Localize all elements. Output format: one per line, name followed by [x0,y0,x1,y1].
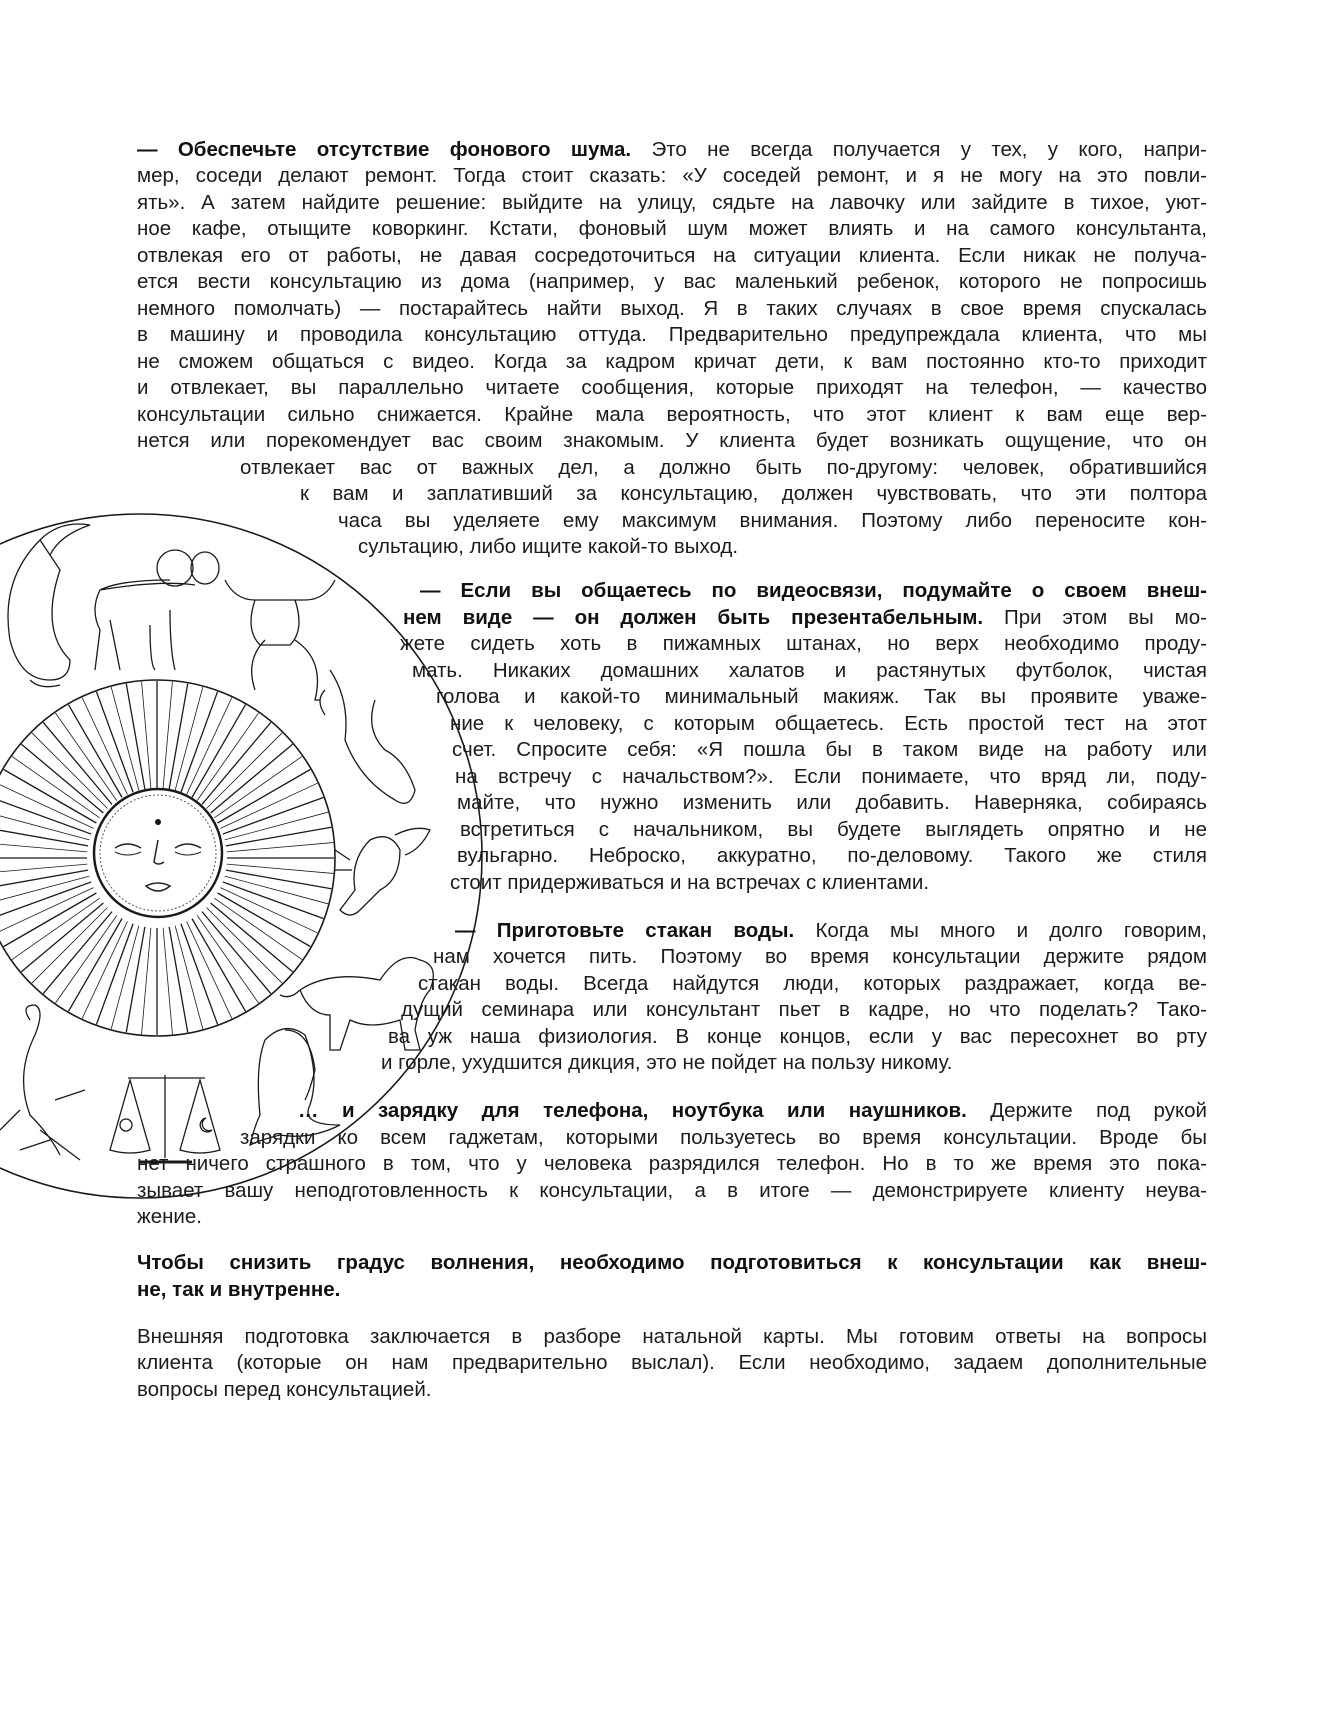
text-line: мать. Никаких домашних халатов и растянутых футболок, чистая [412,659,1207,682]
text-line: — Обеспечьте отсутствие фонового шума. Это не всегда получается у тех, у кого, напри- [137,138,1207,161]
text-line: жете сидеть хоть в пижамных штанах, но верх необходимо проду- [400,632,1207,655]
text-line: вульгарно. Неброско, аккуратно, по-деловому. Такого же стиля [457,844,1207,867]
text-line: Внешняя подготовка заключается в разборе натальной карты. Мы готовим ответы на вопросы [137,1325,1207,1348]
text-line: нем виде — он должен быть презентабельным. При этом вы мо- [403,606,1207,629]
text-line: зывает вашу неподготовленность к консультации, а в итоге — демонстрируете клиенту неува- [137,1179,1207,1202]
text-line: стакан воды. Всегда найдутся люди, которых раздражает, когда ве- [418,972,1207,995]
virgo-flying-icon [320,670,415,803]
text-line: не, так и внутренне. [137,1278,341,1301]
text-line: к вам и заплативший за консультацию, должен чувствовать, что эти полтора [300,482,1207,505]
text-line: консультации сильно снижается. Крайне мала вероятность, что этот клиент к вам еще вер- [137,403,1207,426]
text-line: ва уж наша физиология. В конце концов, если у вас пересохнет во рту [388,1025,1207,1048]
text-line: стоит придерживаться и на встречах с клиентами. [450,871,930,894]
text-line: зарядки ко всем гаджетам, которыми пользуетесь во время консультации. Вроде бы [240,1126,1207,1149]
moon-symbol-icon [200,1118,212,1132]
text-line: не сможем общаться с видео. Когда за кадром кричат дети, к вам постоянно кто-то приходит [137,350,1207,373]
text-line: немного помолчать) — постарайтесь найти выход. Я в таких случаях в свое время спускалась [137,297,1207,320]
text-line: мер, соседи делают ремонт. Тогда стоит сказать: «У соседей ремонт, и я не могу на это повли- [137,164,1207,187]
aries-icon [95,550,219,670]
text-line: ние к человеку, с которым общаетесь. Есть простой тест на этот [450,712,1207,735]
text-line: … и зарядку для телефона, ноутбука или наушников. Держите под рукой [298,1099,1207,1122]
cancer-icon [334,828,430,915]
text-line: часа вы уделяете ему максимум внимания. Поэтому либо переносите кон- [338,509,1207,532]
text-line: голова и какой-то минимальный макияж. Так вы проявите уваже- [436,685,1207,708]
pisces-icon [8,524,90,687]
text-line: ять». А затем найдите решение: выйдите на улицу, сядьте на лавочку или зайдите в тихое, уют- [137,191,1207,214]
text-line: встретиться с начальником, вы будете выглядеть опрятно и не [460,818,1207,841]
sun-face-icon [94,789,222,917]
text-line: нам хочется пить. Поэтому во время консультации держите рядом [433,945,1207,968]
text-line: жение. [137,1205,202,1228]
text-line: вопросы перед консультацией. [137,1378,432,1401]
text-line: Чтобы снизить градус волнения, необходимо подготовиться к консультации как внеш- [137,1251,1207,1274]
scorpio-icon [0,1005,85,1160]
text-line: нет ничего страшного в том, что у человека разрядился телефон. Но в то же время это пока- [137,1152,1207,1175]
text-line: — Если вы общаетесь по видеосвязи, подумайте о своем внеш- [420,579,1207,602]
text-line: дущий семинара или консультант пьет в кадре, но что поделать? Тако- [401,998,1207,1021]
sun-symbol-icon [120,1119,132,1131]
text-line: ное кафе, отыщите коворкинг. Кстати, фоновый шум может влиять и на самого консультанта, [137,217,1207,240]
text-line: нется или порекомендует вас своим знакомым. У клиента будет возникать ощущение, что он [137,429,1207,452]
text-line: — Приготовьте стакан воды. Когда мы много и долго говорим, [455,919,1207,942]
text-line: счет. Спросите себя: «Я пошла бы в таком виде на работу или [452,738,1207,761]
text-line: и горле, ухудшится дикция, это не пойдет на пользу никому. [381,1051,953,1074]
text-line: и отвлекает, вы параллельно читаете сообщения, которые приходят на телефон, — качество [137,376,1207,399]
taurus-icon [225,580,335,700]
text-line: на встречу с начальством?». Если понимаете, что вряд ли, поду- [455,765,1207,788]
text-line: отвлекает вас от важных дел, а должно быть по-другому: человек, обратившийся [240,456,1207,479]
libra-icon [110,1075,220,1162]
text-line: майте, что нужно изменить или добавить. Наверняка, собираясь [457,791,1207,814]
text-line: клиента (которые он нам предварительно выслал). Если необходимо, задаем дополнительные [137,1351,1207,1374]
text-line: ется вести консультацию из дома (например, у вас маленький ребенок, которого не попросишь [137,270,1207,293]
text-line: в машину и проводила консультацию оттуда. Предварительно предупреждала клиента, что мы [137,323,1207,346]
text-line: сультацию, либо ищите какой-то выход. [358,535,739,558]
text-line: отвлекая его от работы, не давая сосредоточиться на ситуации клиента. Если никак не получа- [137,244,1207,267]
